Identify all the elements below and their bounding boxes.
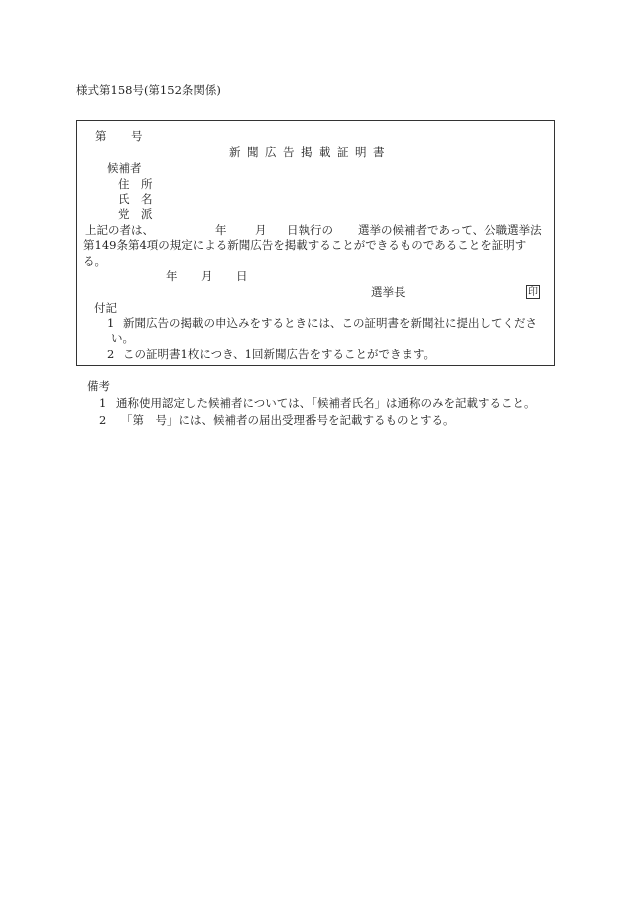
note1-line2: い。: [111, 331, 134, 345]
body-line1-election: 選挙の候補者であって、公職選挙法: [358, 223, 542, 237]
form-heading: 様式第158号(第152条関係): [76, 83, 221, 97]
number-label-prefix: 第: [95, 129, 107, 143]
note1-number: 1: [107, 316, 115, 330]
address-label: 住 所: [118, 177, 153, 191]
body-line1-intro: 上記の者は、: [85, 223, 154, 237]
note2-text: この証明書1枚につき、1回新聞広告をすることができます。: [123, 347, 436, 361]
election-chair-label: 選挙長: [371, 285, 406, 299]
body-line1-month: 月: [255, 223, 267, 237]
issue-date-day: 日: [236, 269, 248, 283]
note1-line1: 新聞広告の掲載の申込みをするときには、この証明書を新聞社に提出してくださ: [123, 316, 537, 330]
party-label: 党 派: [118, 207, 153, 221]
remarks-item1-text: 通称使用認定した候補者については、「候補者氏名」は通称のみを記載すること。: [116, 396, 536, 410]
remarks-item2-text: 「第 号」には、候補者の届出受理番号を記載するものとする。: [121, 413, 455, 427]
candidate-label: 候補者: [107, 161, 142, 175]
issue-date-year: 年: [166, 269, 178, 283]
body-line1-day: 日執行の: [287, 223, 333, 237]
name-label: 氏 名: [118, 192, 153, 206]
issue-date-month: 月: [201, 269, 213, 283]
notes-label: 付記: [94, 301, 117, 315]
remarks-item2-number: 2: [99, 413, 107, 427]
body-line1-year: 年: [215, 223, 227, 237]
number-label-suffix: 号: [131, 129, 143, 143]
seal-mark: 印: [528, 287, 538, 298]
certificate-form-box: [76, 120, 555, 366]
body-line2: 第149条第4項の規定による新聞広告を掲載することができるものであることを証明す: [83, 238, 527, 252]
body-line3: る。: [83, 254, 106, 268]
note2-number: 2: [107, 347, 115, 361]
remarks-label: 備考: [87, 379, 110, 393]
remarks-item1-number: 1: [99, 396, 107, 410]
certificate-title: 新聞広告掲載証明書: [229, 145, 391, 159]
